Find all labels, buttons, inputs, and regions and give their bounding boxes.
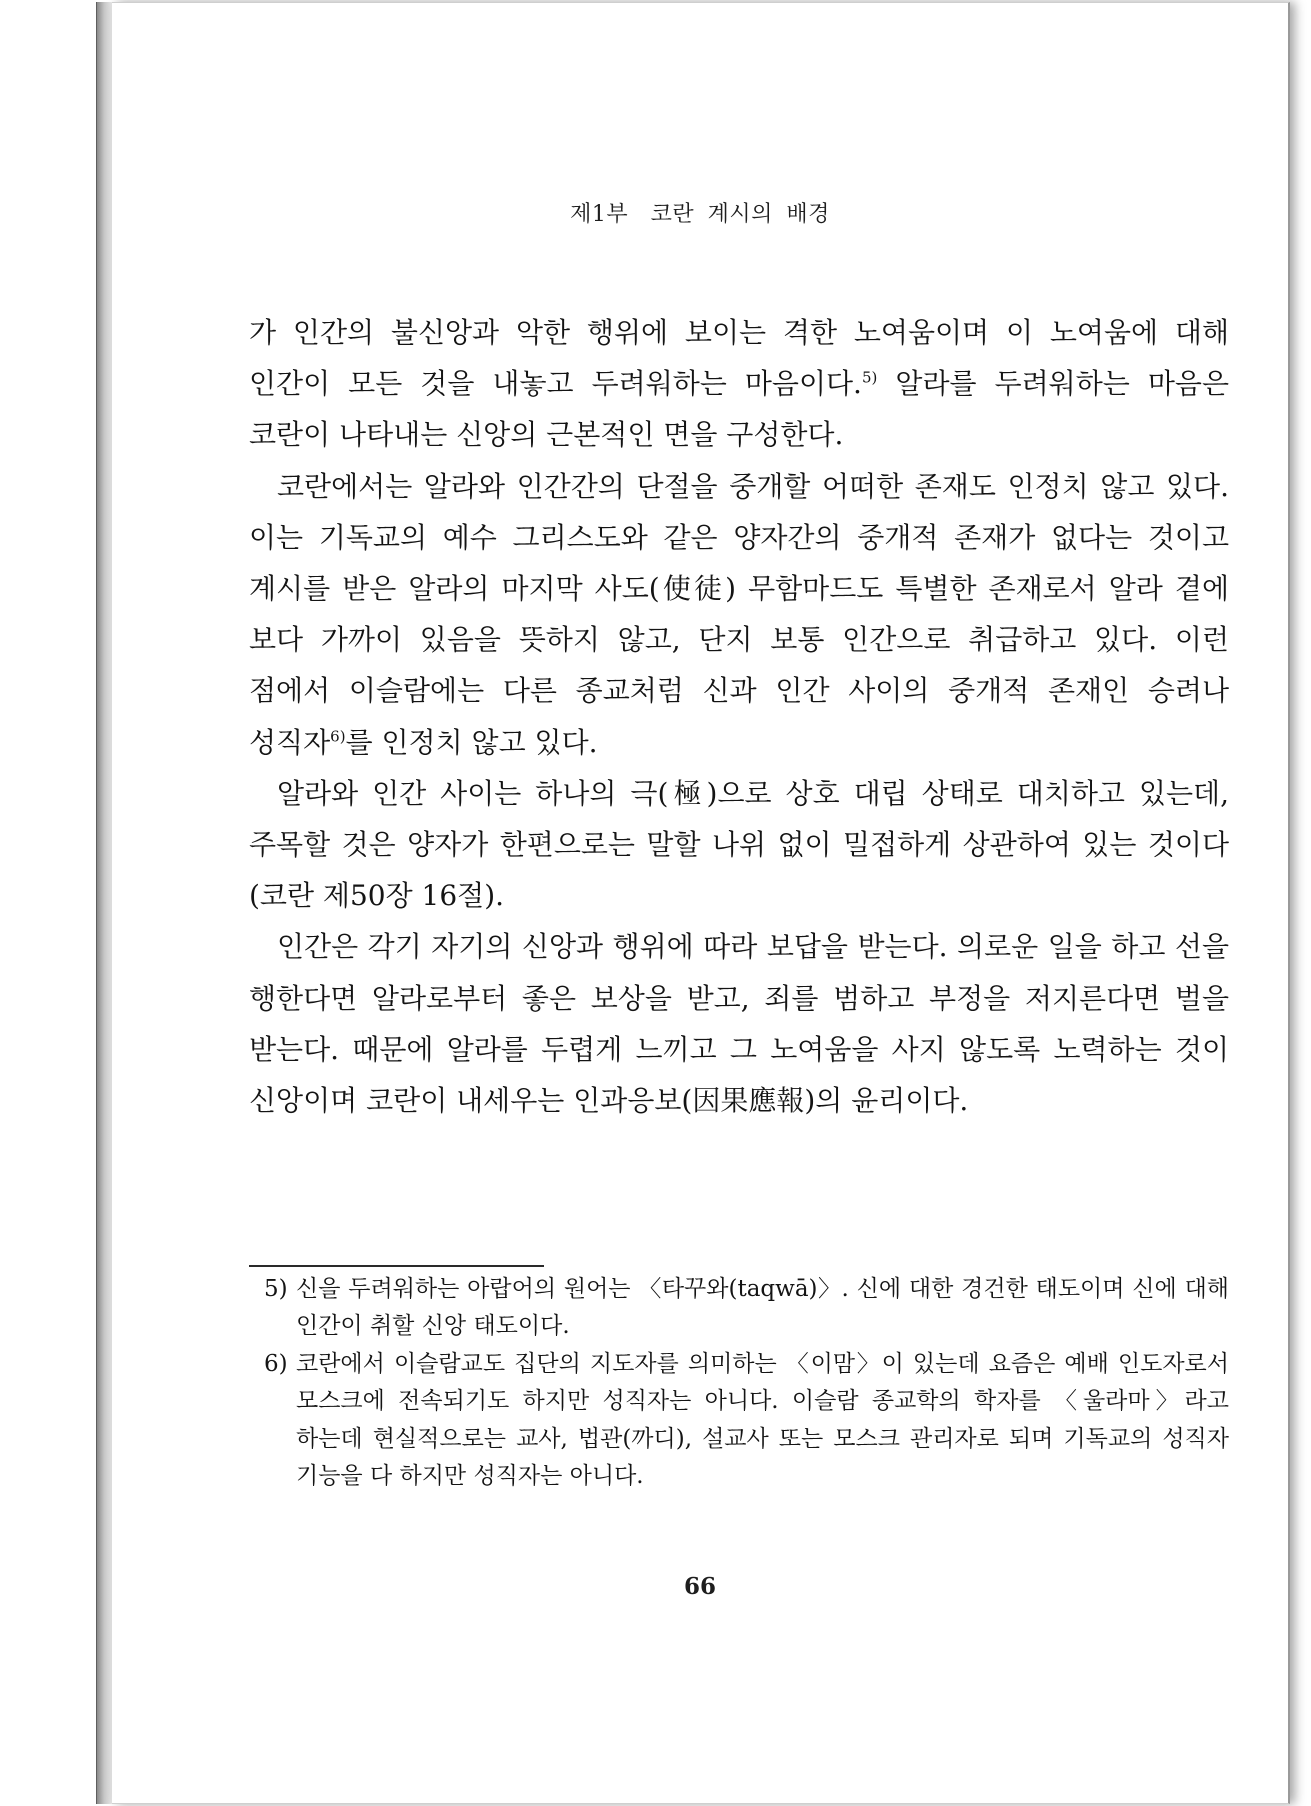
page-number: 66	[683, 1573, 716, 1600]
paragraph-2	[249, 461, 1229, 768]
footnote-5-text: 신을 두려워하는 아랍어의 원어는 〈타꾸와(taqwā)〉. 신에 대한 경건한 태도이며 신에 대해 인간이 취할 신앙 태도이다.	[296, 1276, 1229, 1340]
paragraph-1-text-b: 알라를 두려워하는 마음은 코란이 나타내는 신앙의 근본적인 면을 구성한다.	[249, 367, 1229, 452]
paragraph-4	[249, 921, 1229, 1126]
book-page	[112, 2, 1290, 1804]
footnote-6-text: 코란에서 이슬람교도 집단의 지도자를 의미하는 〈이맘〉이 있는데 요즘은 예배 인도자로서 모스크에 전속되기도 하지만 성직자는 아니다. 이슬람 종교학의 학자를 〈울라마〉라고 하는데 현실적으로는 교사, 법관(까디), 설교사 또는 모스크 관리자로 되며 기독교의 성직자 기능을 다 하지만 성직자는 아니다.	[296, 1350, 1229, 1490]
footnote-ref-6: 6)	[330, 727, 346, 746]
footnote-6-number: 6)	[264, 1350, 288, 1377]
paragraph-4-text: 인간은 각기 자기의 신앙과 행위에 따라 보답을 받는다. 의로운 일을 하고 선을 행한다면 알라로부터 좋은 보상을 받고, 죄를 범하고 부정을 저지른다면 벌을 받는다. 때문에 알라를 두렵게 느끼고 그 노여움을 사지 않도록 노력하는 것이 신앙이며 코란이 내세우는 인과응보(因果應報)의 윤리이다.	[249, 930, 1229, 1118]
running-head: 제1부 코란 계시의 배경	[570, 202, 830, 227]
paragraph-2-text-b: 를 인정치 않고 있다.	[345, 725, 598, 759]
paragraph-3	[249, 768, 1229, 922]
footnotes	[264, 1271, 1229, 1495]
paragraph-2-text-a: 코란에서는 알라와 인간간의 단절을 중개할 어떠한 존재도 인정치 않고 있다. 이는 기독교의 예수 그리스도와 같은 양자간의 중개적 존재가 없다는 것이고 계시를 받은 알라의 마지막 사도(使徒) 무함마드도 특별한 존재로서 알라 곁에 보다 가까이 있음을 뜻하지 않고, 단지 보통 인간으로 취급하고 있다. 이런 점에서 이슬람에는 다른 종교처럼 신과 인간 사이의 중개적 존재인 승려나 성직자	[249, 469, 1229, 759]
footnote-ref-5: 5)	[861, 368, 878, 387]
paragraph-1	[249, 307, 1229, 461]
paragraph-3-text: 알라와 인간 사이는 하나의 극(極)으로 상호 대립 상태로 대치하고 있는데, 주목할 것은 양자가 한편으로는 말할 나위 없이 밀접하게 상관하여 있는 것이다(코란 제50장 16절).	[249, 776, 1229, 913]
footnote-5-number: 5)	[264, 1276, 288, 1302]
footnote-6	[264, 1346, 1229, 1496]
footnote-5	[264, 1271, 1229, 1346]
paragraph-1-text-a: 가 인간의 불신앙과 악한 행위에 보이는 격한 노여움이며 이 노여움에 대해 인간이 모든 것을 내놓고 두려워하는 마음이다.	[249, 316, 1229, 401]
footnote-divider	[249, 1265, 544, 1267]
book-spine-edge	[96, 2, 113, 1804]
body-text	[249, 307, 1229, 1126]
